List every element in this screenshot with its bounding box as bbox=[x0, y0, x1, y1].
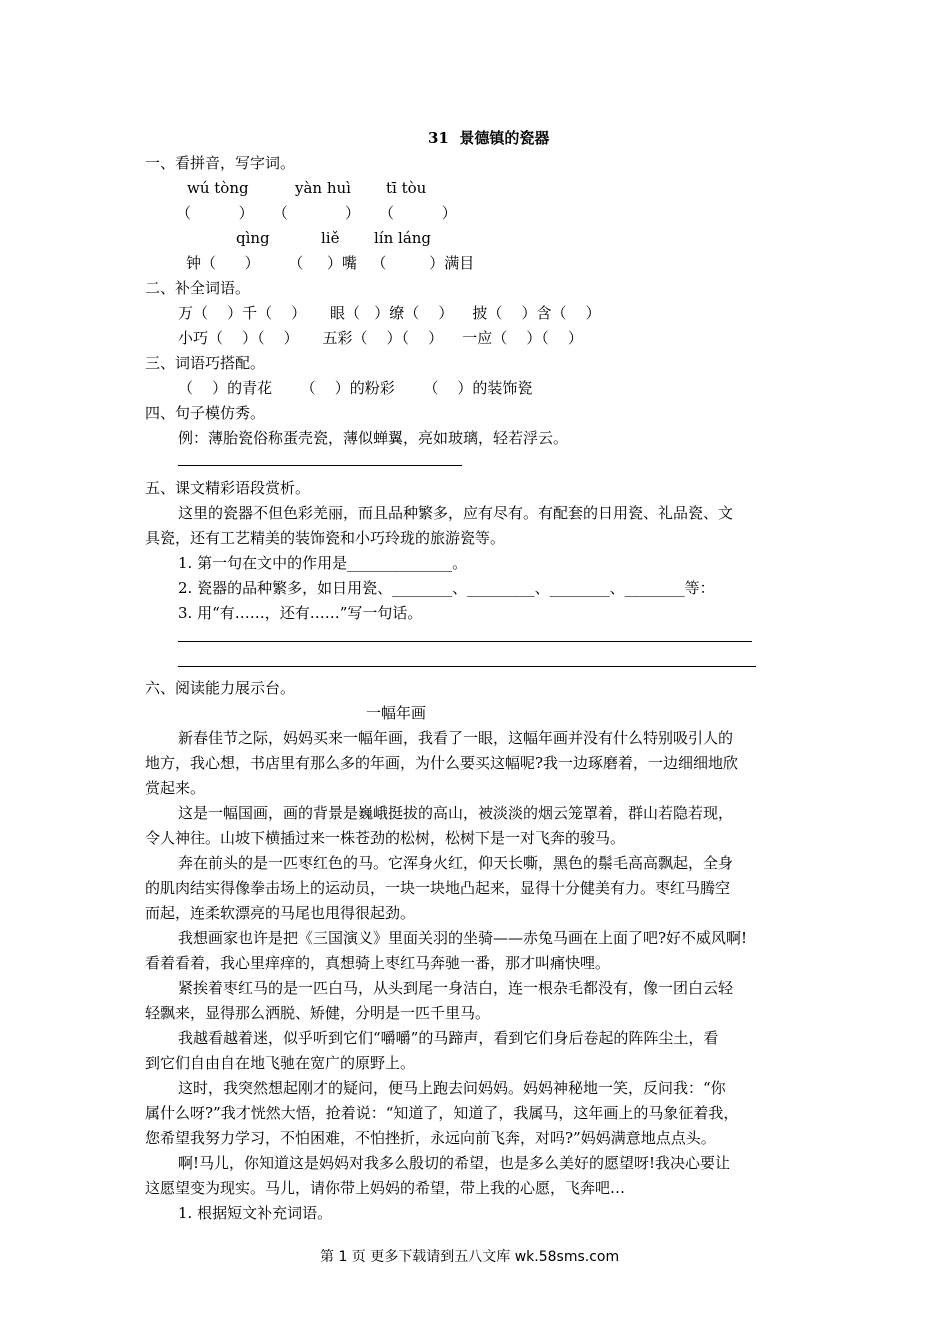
story-line: 属什么呀?”我才恍然大悟，抢着说：“知道了，知道了，我属马，这年画上的马象征着我， bbox=[145, 1104, 739, 1122]
section-3-heading: 三、词语巧搭配。 bbox=[145, 354, 266, 372]
section-1-heading: 一、看拼音，写字词。 bbox=[145, 154, 296, 172]
example-sentence: 例：薄胎瓷俗称蛋壳瓷，薄似蝉翼，亮如玻璃，轻若浮云。 bbox=[178, 429, 569, 447]
word-fill-row1: 万（ ）千（ ） 眼（ ）缭（ ） 披（ ）含（ ） bbox=[178, 304, 601, 322]
answer-line bbox=[178, 465, 462, 466]
answer-line bbox=[178, 641, 752, 642]
story-line: 紧挨着枣红马的是一匹白马，从头到尾一身洁白，连一根杂毛都没有，像一团白云轻 bbox=[178, 979, 734, 997]
pinyin-yanhui: yàn huì bbox=[295, 179, 351, 197]
page-footer: 第 1 页 更多下载请到五八文库 wk.58sms.com bbox=[320, 1249, 620, 1265]
reading-question-1: 1. 根据短文补充词语。 bbox=[178, 1204, 333, 1222]
answer-line bbox=[178, 666, 756, 667]
story-line: 我越看越着迷，似乎听到它们“嚼嚼”的马蹄声，看到它们身后卷起的阵阵尘土，看 bbox=[178, 1029, 719, 1047]
word-fill-row2: 小巧（ ）（ ） 五彩（ ）（ ） 一应（ ）（ ） bbox=[178, 329, 583, 347]
answer-blanks-row2: 钟（ ） （ ）嘴 （ ）满目 bbox=[186, 254, 475, 272]
story-line: 这是一幅国画，画的背景是巍峨挺拔的高山，被淡淡的烟云笼罩着，群山若隐若现， bbox=[178, 804, 734, 822]
question-3: 3. 用“有……，还有……”写一句话。 bbox=[178, 604, 423, 622]
pinyin-qing: qìng bbox=[236, 229, 270, 247]
story-line: 而起，连柔软漂亮的马尾也甩得很起劲。 bbox=[145, 904, 416, 922]
story-line: 这愿望变为现实。马儿，请你带上妈妈的希望，带上我的心愿，飞奔吧… bbox=[145, 1179, 626, 1197]
story-line: 啊!马儿，你知道这是妈妈对我多么殷切的希望，也是多么美好的愿望呀!我决心要让 bbox=[178, 1154, 731, 1172]
pinyin-linlang: lín láng bbox=[374, 229, 432, 247]
passage-line: 具瓷，还有工艺精美的装饰瓷和小巧玲珑的旅游瓷等。 bbox=[145, 529, 506, 547]
story-line: 新春佳节之际，妈妈买来一幅年画，我看了一眼，这幅年画并没有什么特别吸引人的 bbox=[178, 729, 734, 747]
pinyin-titou: tī tòu bbox=[386, 179, 427, 197]
story-line: 您希望我努力学习，不怕困难，不怕挫折，永远向前飞奔，对吗?”妈妈满意地点点头。 bbox=[145, 1129, 716, 1147]
story-line: 这时，我突然想起刚才的疑问，便马上跑去问妈妈。妈妈神秘地一笑，反问我：“你 bbox=[178, 1079, 726, 1097]
story-line: 奔在前头的是一匹枣红色的马。它浑身火红，仰天长嘶，黑色的鬃毛高高飘起，全身 bbox=[178, 854, 734, 872]
question-2: 2. 瓷器的品种繁多，如日用瓷、________、_________、________、________等： bbox=[178, 579, 715, 597]
story-line: 看着看着，我心里痒痒的，真想骑上枣红马奔驰一番，那才叫痛快哩。 bbox=[145, 954, 611, 972]
story-line: 到它们自由自在地飞驰在宽广的原野上。 bbox=[145, 1054, 416, 1072]
passage-line: 这里的瓷器不但色彩羌丽，而且品种繁多，应有尽有。有配套的日用瓷、礼品瓷、文 bbox=[178, 504, 734, 522]
section-6-heading: 六、阅读能力展示台。 bbox=[145, 679, 296, 697]
story-line: 我想画家也许是把《三国演义》里面关羽的坐骑——赤兔马画在上面了吧?好不威风啊! bbox=[178, 929, 748, 947]
question-1: 1. 第一句在文中的作用是______________。 bbox=[178, 554, 468, 572]
answer-blanks-row1: （ ） （ ） （ ） bbox=[176, 204, 457, 222]
page-title: 31 景德镇的瓷器 bbox=[428, 129, 550, 147]
story-line: 赏起来。 bbox=[145, 779, 206, 797]
word-match-row: （ ）的青花 （ ）的粉彩 （ ）的装饰瓷 bbox=[178, 379, 533, 397]
section-2-heading: 二、补全词语。 bbox=[145, 279, 251, 297]
story-line: 的肌肉结实得像拳击场上的运动员，一块一块地凸起来，显得十分健美有力。枣红马腾空 bbox=[145, 879, 731, 897]
story-line: 令人神往。山坡下横插过来一株苍劲的松树，松树下是一对飞奔的骏马。 bbox=[145, 829, 626, 847]
pinyin-wutong: wú tòng bbox=[187, 179, 249, 197]
story-title: 一幅年画 bbox=[366, 704, 427, 722]
story-line: 轻飘来，显得那么洒脱、矫健，分明是一匹千里马。 bbox=[145, 1004, 491, 1022]
story-line: 地方，我心想，书店里有那么多的年画，为什么要买这幅呢?我一边琢磨着，一边细细地欣 bbox=[145, 754, 739, 772]
section-4-heading: 四、句子模仿秀。 bbox=[145, 404, 266, 422]
pinyin-lie: liě bbox=[321, 229, 340, 247]
section-5-heading: 五、课文精彩语段赏析。 bbox=[145, 479, 311, 497]
